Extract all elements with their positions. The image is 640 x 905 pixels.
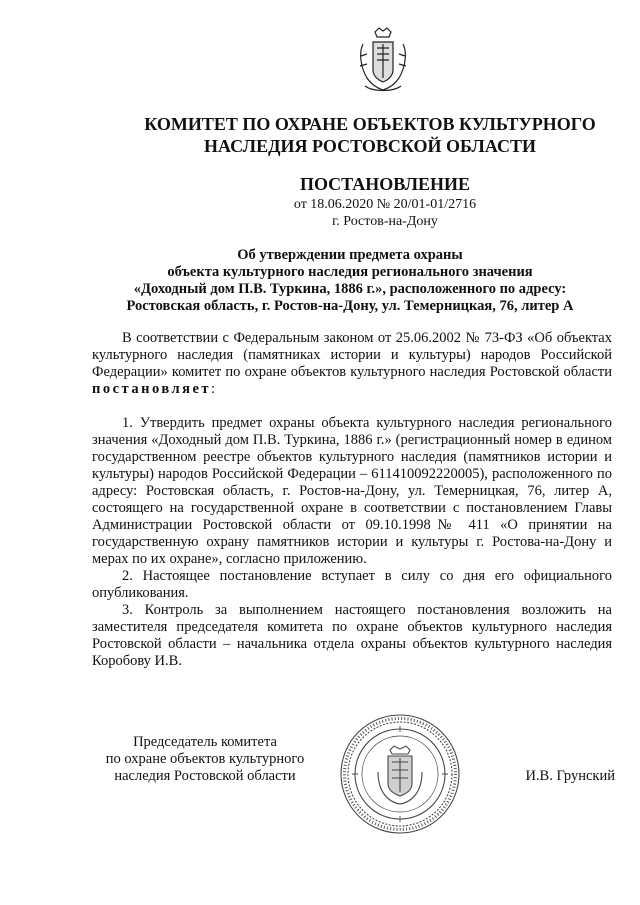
- coat-of-arms-icon: [355, 26, 411, 96]
- document-type: ПОСТАНОВЛЕНИЕ: [299, 174, 471, 194]
- item-2-paragraph: 2. Настоящее постановление вступает в силу со дня его официального опубликования.: [92, 568, 612, 601]
- document-meta: [220, 196, 550, 230]
- document-subject: [90, 247, 610, 315]
- preamble-end: :: [211, 381, 216, 397]
- committee-title-line-1: КОМИТЕТ ПО ОХРАНЕ ОБЪЕКТОВ КУЛЬТУРНОГО: [144, 114, 596, 134]
- subject-line-1: Об утверждении предмета охраны: [237, 247, 463, 263]
- subject-line-3: «Доходный дом П.В. Туркина, 1886 г.», расположенного по адресу:: [133, 281, 567, 297]
- position-line-3: наследия Ростовской области: [114, 768, 296, 784]
- preamble-paragraph: [92, 330, 612, 398]
- signatory-position: [80, 734, 330, 785]
- position-line-2: по охране объектов культурного: [105, 751, 305, 767]
- signatory-name: И.В. Грунский: [525, 768, 615, 784]
- committee-title: [120, 113, 620, 157]
- official-seal-icon: [338, 712, 462, 836]
- document-body: [92, 330, 612, 670]
- position-line-1: Председатель комитета: [133, 734, 277, 750]
- item-3-paragraph: 3. Контроль за выполнением настоящего постановления возложить на заместителя председателя комитета по охране объектов культурного наследия Ростовской области – начальника отдела охраны объектов культурного наследия Коробову И.В.: [92, 602, 612, 669]
- item-1-paragraph: 1. Утвердить предмет охраны объекта культурного наследия регионального значения «Доходный дом П.В. Туркина, 1886 г.» (регистрационный номер в едином государственном реестре объектов культурного наследия (памятников истории и культуры) народов Российской Федерации – 611410092220005), расположенного по адресу: Ростовская область, г. Ростов-на-Дону, ул. Темерницкая, 76, литер А, состоящего на государственной охране в соответствии с постановлением Главы Администрации Ростовской области от 09.10.1998№ 411 «О принятии на государственную охрану памятников истории и культуры г. Ростова-на-Дону и мерах по их охране», согласно приложению.: [92, 415, 612, 567]
- preamble-text: В соответствии с Федеральным законом от 25.06.2002 № 73-ФЗ «Об объектах культурного наследия (памятниках истории и культуры) народов Российской Федерации» комитет по охране объектов культурного наследия Ростовской области: [92, 330, 612, 380]
- document-city: г. Ростов-на-Дону: [332, 214, 438, 229]
- subject-line-2: объекта культурного наследия регионального значения: [167, 264, 533, 280]
- decree-word: постановляет: [92, 381, 212, 397]
- subject-line-4: Ростовская область, г. Ростов-на-Дону, ул. Темерницкая, 76, литер А: [126, 298, 574, 314]
- committee-title-line-2: НАСЛЕДИЯ РОСТОВСКОЙ ОБЛАСТИ: [204, 136, 536, 156]
- document-number: от 18.06.2020 № 20/01-01/2716: [293, 197, 477, 212]
